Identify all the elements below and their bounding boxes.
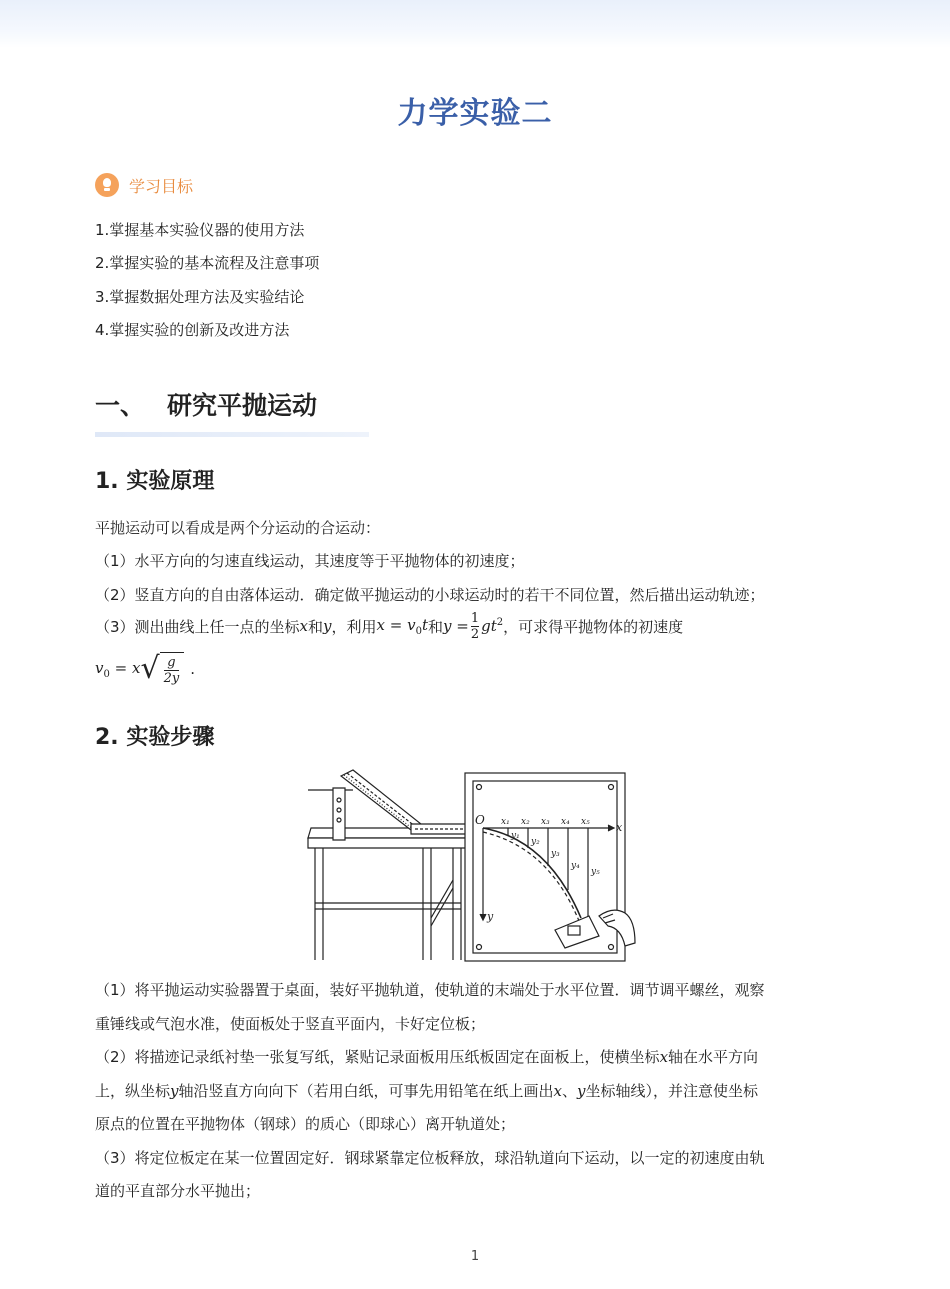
x-axis-label: x xyxy=(616,821,623,834)
math-x: x xyxy=(299,617,309,635)
step-1-line-2: 重锤线或气泡水准，使面板处于竖直平面内，卡好定位板； xyxy=(95,1015,486,1033)
y-tick-label: y₄ xyxy=(571,861,580,871)
principle-intro: 平抛运动可以看成是两个分运动的合运动： xyxy=(95,519,381,537)
header-band xyxy=(0,0,950,48)
math-y: y xyxy=(323,617,332,635)
principle-item-2: （2）竖直方向的自由落体运动．确定做平抛运动的小球运动时的若干不同位置，然后描出运动轨迹； xyxy=(95,586,765,604)
section-number: 一、 xyxy=(95,391,146,420)
projectile-apparatus-figure xyxy=(303,768,643,964)
fraction-one-half: $\frac{1}{2}$ xyxy=(470,610,480,642)
sqrt-g-over-2y: √ $\frac{g}{2y}$ xyxy=(140,652,184,686)
step-1-line-1: （1）将平抛运动实验器置于桌面，装好平抛轨道，使轨道的末端处于水平位置．调节调平螺丝，观察 xyxy=(95,981,765,999)
learning-goals-label: 学习目标 xyxy=(129,176,194,196)
y-tick-label: y₂ xyxy=(531,837,540,847)
goal-item: 2.掌握实验的基本流程及注意事项 xyxy=(95,254,320,272)
learning-goals-header xyxy=(95,172,193,198)
principle-item-3: （3）测出曲线上任一点的坐标 x 和 y ，利用 $x = v_0t$ 和 y = $\frac{1}{2}$ $gt^2$ ，可求得平抛物体的初速度 xyxy=(95,610,684,642)
steps-heading: 2. 实验步骤 xyxy=(95,725,215,750)
y-tick-label: y₅ xyxy=(591,867,600,877)
y-axis-label: y xyxy=(487,910,494,923)
step-2-line-1: （2）将描迹记录纸衬垫一张复写纸，紧贴记录面板用压纸板固定在面板上，使横坐标x轴在水平方向 xyxy=(95,1048,759,1066)
x-tick-label: x₅ xyxy=(581,817,590,827)
step-3-line-1: （3）将定位板定在某一位置固定好．钢球紧靠定位板释放，球沿轨道向下运动，以一定的初速度由轨 xyxy=(95,1149,765,1167)
goal-item: 1.掌握基本实验仪器的使用方法 xyxy=(95,221,305,239)
goal-item: 3.掌握数据处理方法及实验结论 xyxy=(95,288,305,306)
section-underline xyxy=(95,432,369,437)
page-number: 1 xyxy=(470,1249,480,1264)
formula-y-half-gt2: y = xyxy=(443,617,469,635)
goal-item: 4.掌握实验的创新及改进方法 xyxy=(95,321,290,339)
x-tick-label: x₁ xyxy=(501,817,510,827)
origin-label: O xyxy=(475,813,485,827)
page-title: 力学实验二 xyxy=(397,96,553,131)
step-3-line-2: 道的平直部分水平抛出； xyxy=(95,1182,261,1200)
formula-x-v0t: $x = v_0t$ xyxy=(376,615,428,637)
step-2-line-2: 上，纵坐标y轴沿竖直方向向下（若用白纸，可事先用铅笔在纸上画出x、y坐标轴线），并注意使坐标 xyxy=(95,1082,758,1100)
principle-item-1: （1）水平方向的匀速直线运动，其速度等于平抛物体的初速度； xyxy=(95,552,525,570)
x-tick-label: x₃ xyxy=(541,817,550,827)
x-tick-label: x₄ xyxy=(561,817,570,827)
lightbulb-icon xyxy=(95,173,119,197)
section-title: 研究平抛运动 xyxy=(167,391,318,420)
y-tick-label: y₃ xyxy=(551,849,560,859)
section-heading xyxy=(95,386,317,422)
formula-v0: $v_0 = x$ √ $\frac{g}{2y}$ . xyxy=(95,651,195,686)
principle-heading: 1. 实验原理 xyxy=(95,469,215,494)
x-tick-label: x₂ xyxy=(521,817,530,827)
y-tick-label: y₁ xyxy=(511,831,520,841)
step-2-line-3: 原点的位置在平抛物体（钢球）的质心（即球心）离开轨道处； xyxy=(95,1115,516,1133)
